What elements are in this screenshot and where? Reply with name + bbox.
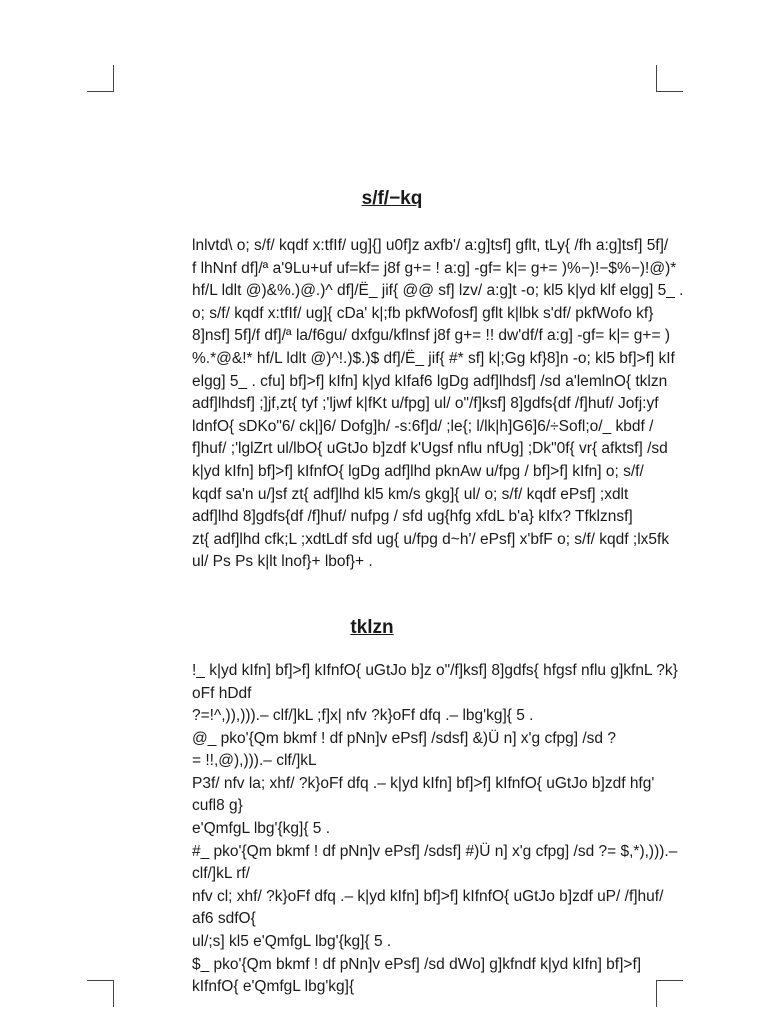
- crop-mark-bottom-left: [87, 980, 114, 1007]
- crop-mark-top-left: [87, 65, 114, 92]
- crop-mark-top-right: [656, 65, 683, 92]
- paragraph-line: f]huf/ ;'lglZrt ul/lbO{ uGtJo b]zdf k'Ugsf nflu nfUg] ;Dk"0f{ vr{ afktsf] /sd: [192, 440, 668, 458]
- schedule-line: ?=!^,)),))).– clf/]kL ;f]x| nfv ?k}oFf dfq .– lbg'kg]{ 5 .: [192, 707, 534, 725]
- schedule-line: $_ pko'{Qm bkmf ! df pNn]v ePsf] /sd dWo] g]kfndf k|yd kIfn] bf]>f]: [192, 955, 642, 973]
- schedule-line: oFf hDdf: [192, 684, 252, 702]
- paragraph-line: 8]nsf] 5f]/f df]/ª la/f6gu/ dxfgu/kflnsf j8f g+= !! dw'df/f a:g] -gf= k|= g+= ): [192, 327, 670, 345]
- schedule-paragraph: [192, 660, 732, 999]
- paragraph-line: adf]lhdsf] ;]jf,zt{ tyf ;'ljwf k|fKt u/fpg] ul/ o"/f]ksf] 8]gdfs{df /f]huf/ Jofj:yf: [192, 395, 659, 413]
- schedule-line: ul/;s] kl5 e'QmfgL lbg'{kg]{ 5 .: [192, 933, 392, 951]
- schedule-line: kIfnfO{ e'QmfgL lbg'kg]{: [192, 978, 355, 996]
- paragraph-line: k|yd kIfn] bf]>f] kIfnfO{ lgDg adf]lhd pknAw u/fpg / bf]>f] kIfn] o; s/f/: [192, 462, 644, 480]
- paragraph-line: o; s/f/ kqdf x:tfIf/ ug]{ cDa' k|;fb pkfWofosf] gflt k|lbk s'df/ pkfWofo kf}: [192, 304, 654, 322]
- schedule-line: = !!,@),))).– clf/]kL: [192, 752, 317, 770]
- schedule-line: @_ pko'{Qm bkmf ! df pNn]v ePsf] /sdsf] &)Ü n] x'g cfpg] /sd ?: [192, 729, 616, 747]
- paragraph-line: elgg] 5_ . cfu] bf]>f] kIfn] k|yd kIfaf6 lgDg adf]lhdsf] /sd a'lemlnO{ tklzn: [192, 372, 668, 390]
- schedule-line: af6 sdfO{: [192, 910, 256, 928]
- agreement-paragraph: [192, 235, 732, 574]
- paragraph-line: lnlvtd\ o; s/f/ kqdf x:tfIf/ ug]{] u0f]z axfb'/ a:g]tsf] gflt, tLy{ /fh a:g]tsf] 5f]/: [192, 237, 669, 254]
- paragraph-line: hf/L ldlt @)&%.)@.)^ df]/Ë_ jif{ @@ sf] lzv/ a:g]t -o; kl5 k|yd klf elgg] 5_ .: [192, 282, 684, 300]
- schedule-line: #_ pko'{Qm bkmf ! df pNn]v ePsf] /sdsf] #)Ü n] x'g cfpg] /sd ?= $,*),))).–: [192, 842, 678, 860]
- schedule-heading: tklzn: [350, 616, 394, 638]
- paragraph-line: %.*@&!* hf/L ldlt @)^!.)$.)$ df]/Ë_ jif{ #* sf] k|;Gg kf}8]n -o; kl5 bf]>f] kIf: [192, 349, 675, 367]
- paragraph-line: ldnfO{ sDKo"6/ ck|]6/ Dofg]h/ -s:6f]d/ ;le{; l/lk|h]G6]6/÷Sofl;o/_ kbdf /: [192, 417, 654, 435]
- paragraph-line: ul/ Ps Ps k|lt lnof}+ lbof}+ .: [192, 553, 373, 571]
- document-body: [192, 185, 732, 999]
- schedule-line: nfv cl; xhf/ ?k}oFf dfq .– k|yd kIfn] bf]>f] kIfnfO{ uGtJo b]zdf uP/ /f]huf/: [192, 887, 664, 905]
- paragraph-line: adf]lhd 8]gdfs{df /f]huf/ nufpg / sfd ug{hfg xfdL b'a} kIfx? Tfklznsf]: [192, 508, 633, 526]
- schedule-line: P3f/ nfv la; xhf/ ?k}oFf dfq .– k|yd kIfn] bf]>f] kIfnfO{ uGtJo b]zdf hfg': [192, 774, 655, 792]
- schedule-line: e'QmfgL lbg'{kg]{ 5 .: [192, 820, 331, 838]
- paragraph-line: f lhNnf df]/ª a'9Lu+uf uf=kf= j8f g+= ! a:g] -gf= k|= g+= )%−)!−$%−)!@)*: [192, 259, 677, 277]
- paragraph-line: zt{ adf]lhd cfk;L ;xdtLdf sfd ug{ u/fpg d~h'/ ePsf] x'bfF o; s/f/ kqdf ;lx5fk: [192, 530, 670, 548]
- schedule-line: !_ k|yd kIfn] bf]>f] kIfnfO{ uGtJo b]z o"/f]ksf] 8]gdfs{ hfgsf nflu g]kfnL ?k}: [192, 661, 678, 679]
- contract-title: s/f/−kq: [361, 188, 423, 209]
- schedule-line: clf/]kL rf/: [192, 865, 250, 883]
- paragraph-line: kqdf sa'n u/]sf zt{ adf]lhd kl5 km/s gkg]{ ul/ o; s/f/ kqdf ePsf] ;xdlt: [192, 485, 629, 503]
- schedule-line: cufl8 g}: [192, 797, 243, 815]
